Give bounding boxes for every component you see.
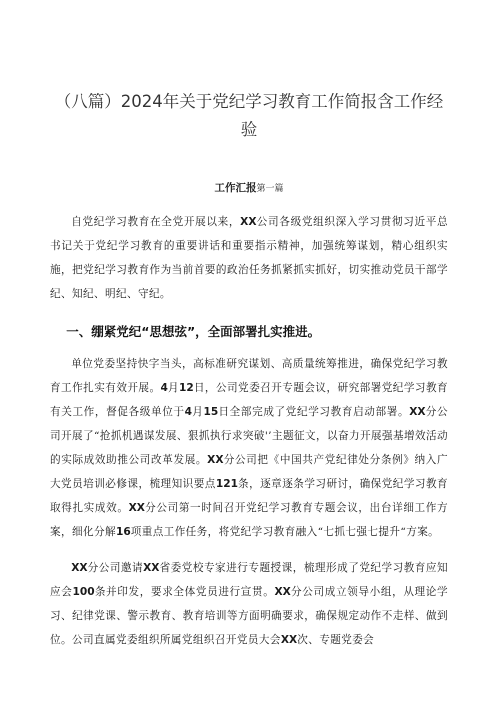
bold-run: XX bbox=[207, 454, 224, 466]
text-run: 分公司把《中国共产党纪律处分条例》纳入广大党员培训必修课，梳理知识要点 bbox=[50, 454, 448, 490]
section-heading-1: 一、绷紧党纪“思想弦”，全面部署扎实推进。 bbox=[66, 324, 321, 339]
text-run: 条，逐章逐条学习研讨，确保党纪学习教育取得扎实成效。 bbox=[50, 478, 448, 514]
text-run: 单位党委坚持快字当头，高标准研究谋划、高质量统筹推进，确保党纪学习教育工作扎实有效开展。 bbox=[50, 358, 448, 394]
bold-run: XX bbox=[280, 634, 298, 646]
text-run: 项重点工作任务，将党纪学习教育融入“七抓七强七提升“方案。 bbox=[130, 526, 440, 538]
text-run: 日，公司党委召开专题会议，研究部署党纪学习教育有关工作，督促各级单位于 bbox=[50, 382, 449, 418]
bold-run: XX bbox=[409, 406, 426, 418]
text-run: 省委党校专家进行专题授课，梳理形成了党纪学习教育应知应会 bbox=[50, 562, 448, 598]
bold-run: 16 bbox=[115, 526, 131, 538]
bold-run: 12 bbox=[179, 382, 194, 394]
text-run: 日全部完成了党纪学习教育启动部署。 bbox=[218, 406, 410, 418]
bold-run: XX bbox=[143, 562, 160, 574]
bold-run: 4 bbox=[160, 382, 168, 394]
section-label bbox=[50, 181, 448, 196]
bold-run: 121 bbox=[215, 478, 238, 490]
text-run: 分公司开展了“抢抓机遇谋发展、狠抓执行求突破'’主题征文，以奋力开展强基增效活动的实际成效助推公司改革发展。 bbox=[50, 406, 448, 466]
text-run: 分公司第一时间召开党纪学习教育专题会议，出台详细工作方案，细化分解 bbox=[50, 502, 448, 538]
section-label-main: 工作汇报 bbox=[214, 182, 257, 194]
text-run: 公司各级党组织深入学习贯彻习近平总书记关于党纪学习教育的重要讲话和重要指示精神，加强统筹谋划，精心组织实施，把党纪学习教育作为当前首要的政治任务抓紧抓实抓好，切实推动党员干部学纪、知纪、明纪、守纪。 bbox=[50, 216, 448, 300]
bold-run: XX bbox=[274, 586, 291, 598]
text-run: 自党纪学习教育在全党开展以来， bbox=[71, 216, 241, 228]
text-run: 次、专题党委会 bbox=[297, 634, 375, 646]
text-run: 分公司邀请 bbox=[87, 562, 144, 574]
bold-run: 4 bbox=[184, 406, 193, 418]
paragraph-3 bbox=[50, 556, 448, 652]
section-label-suffix: 第一篇 bbox=[256, 184, 284, 194]
bold-run: XX bbox=[128, 502, 145, 514]
bold-run: XX bbox=[71, 562, 88, 574]
bold-run: 100 bbox=[72, 586, 95, 598]
bold-run: XX bbox=[240, 216, 257, 228]
text-run: 月 bbox=[167, 382, 180, 394]
text-run: 分公司成立领导小组，从理论学习、纪律党课、警示教育、教育培训等方面明确要求，确保规定动作不走样、做到位。公司直属党委组织所属党组织召开党员大会 bbox=[50, 586, 448, 646]
document-title: （八篇）2024年关于党纪学习教育工作简报含工作经验 bbox=[54, 92, 444, 139]
paragraph-2 bbox=[50, 352, 448, 544]
text-run: 月 bbox=[192, 406, 204, 418]
bold-run: 15 bbox=[203, 406, 219, 418]
paragraph-intro bbox=[50, 210, 448, 306]
text-run: 条并印发，要求全体党员进行宣贯。 bbox=[94, 586, 275, 598]
